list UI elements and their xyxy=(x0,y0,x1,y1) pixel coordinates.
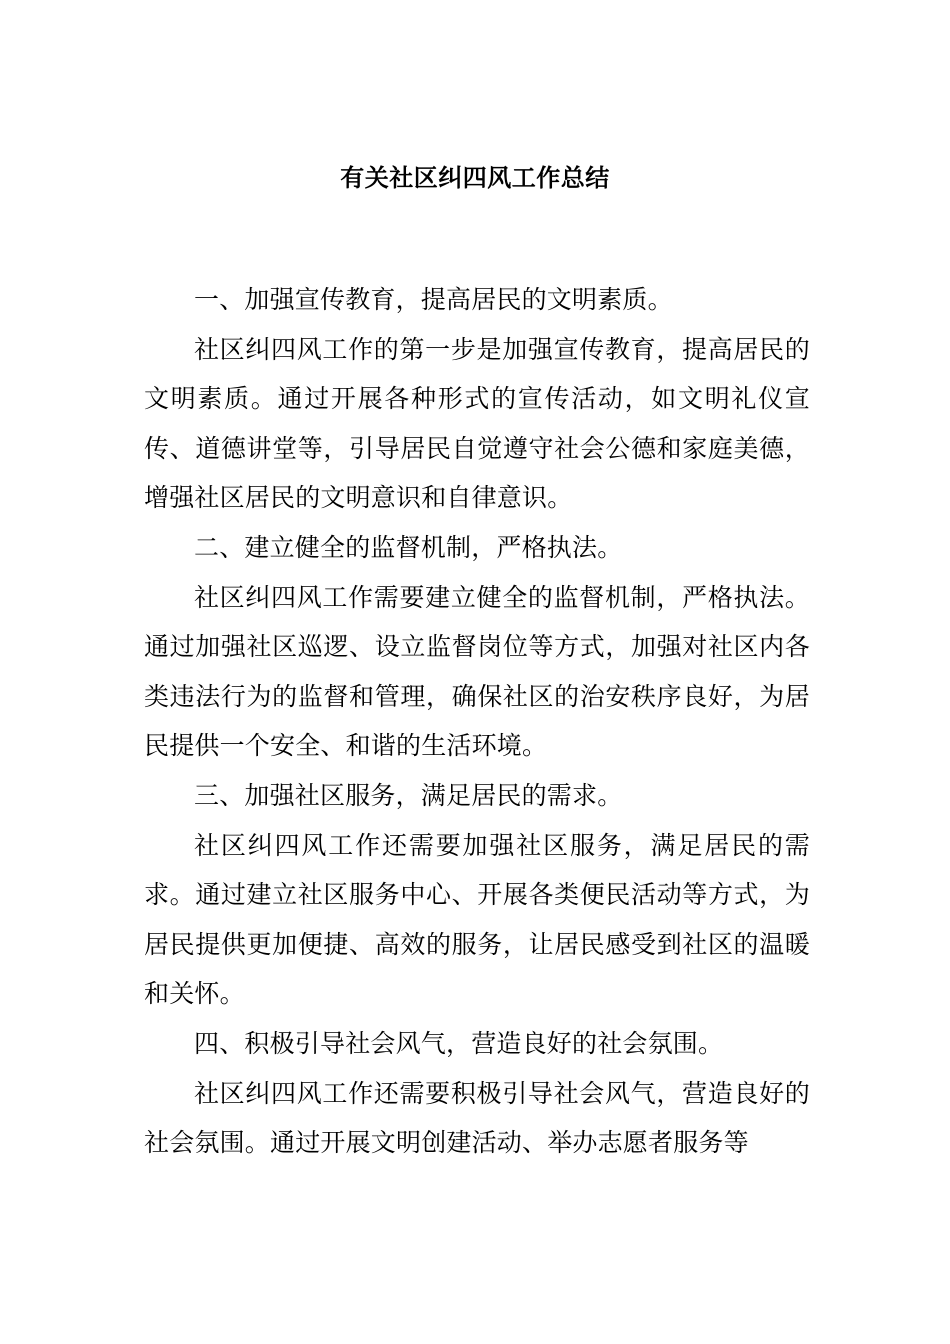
document-body xyxy=(144,275,810,1168)
section-paragraph-3: 社区纠四风工作还需要加强社区服务，满足居民的需求。通过建立社区服务中心、开展各类便民活动等方式，为居民提供更加便捷、高效的服务，让居民感受到社区的温暖和关怀。 xyxy=(144,830,810,1009)
section-paragraph-1: 社区纠四风工作的第一步是加强宣传教育，提高居民的文明素质。通过开展各种形式的宣传活动，如文明礼仪宣传、道德讲堂等，引导居民自觉遵守社会公德和家庭美德，增强社区居民的文明意识和自律意识。 xyxy=(144,334,810,513)
section-heading-4: 四、积极引导社会风气，营造良好的社会氛围。 xyxy=(194,1028,724,1058)
section-paragraph-2: 社区纠四风工作需要建立健全的监督机制，严格执法。通过加强社区巡逻、设立监督岗位等方式，加强对社区内各类违法行为的监督和管理，确保社区的治安秩序良好，为居民提供一个安全、和谐的生活环境。 xyxy=(144,582,810,761)
section-heading-3: 三、加强社区服务，满足居民的需求。 xyxy=(194,780,623,810)
section-heading-2: 二、建立健全的监督机制，严格执法。 xyxy=(194,532,623,562)
section-heading-1: 一、加强宣传教育，提高居民的文明素质。 xyxy=(194,285,673,314)
document-title: 有关社区纠四风工作总结 xyxy=(340,164,610,192)
section-paragraph-4: 社区纠四风工作还需要积极引导社会风气，营造良好的社会氛围。通过开展文明创建活动、举办志愿者服务等 xyxy=(144,1078,810,1158)
